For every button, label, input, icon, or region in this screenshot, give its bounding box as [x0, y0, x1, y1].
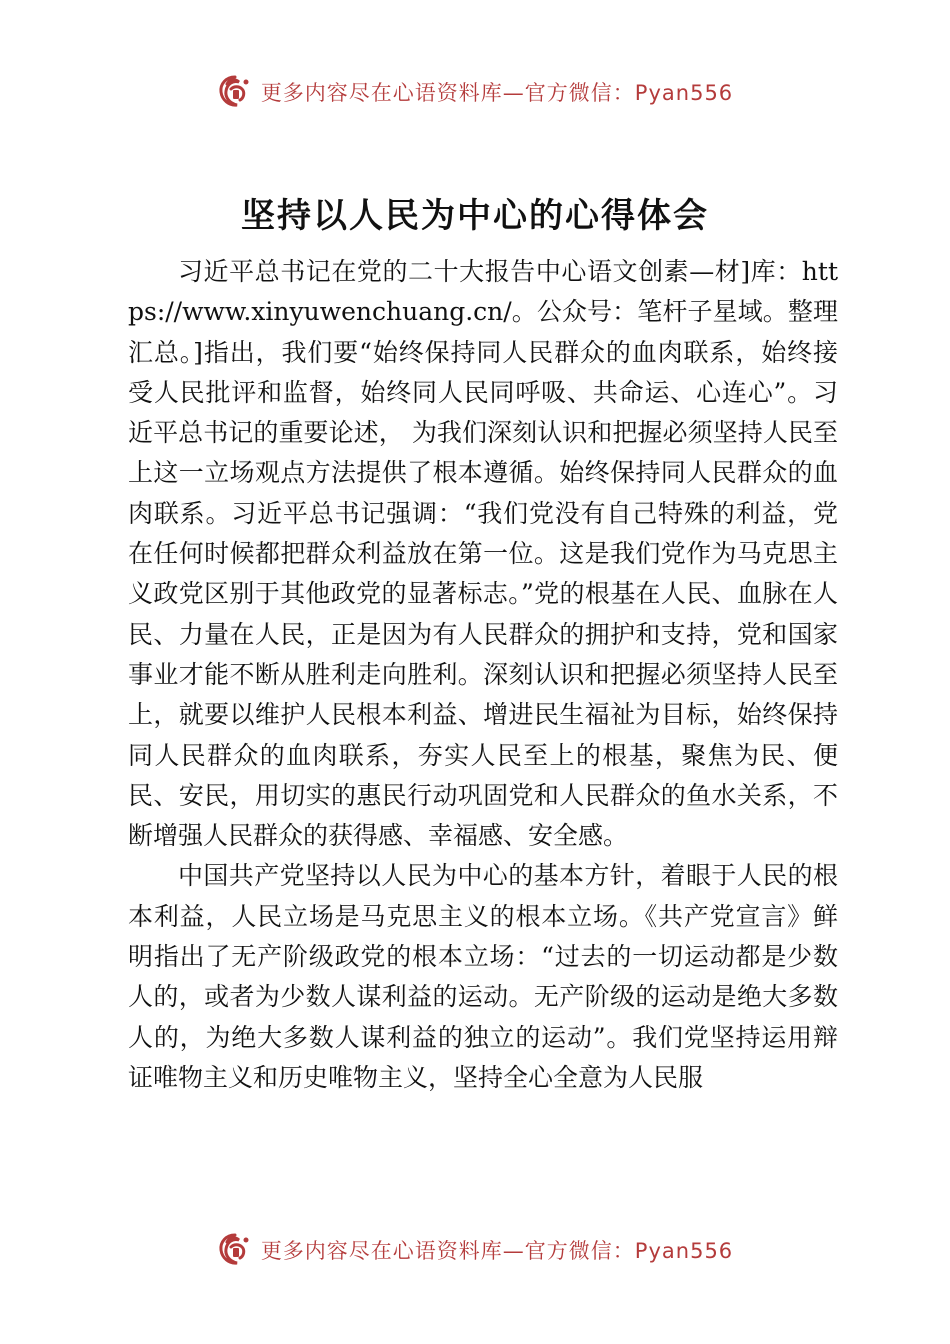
footer-banner	[0, 1230, 950, 1270]
banner-text: 更多内容尽在心语资料库—官方微信：Pyan556	[260, 81, 734, 105]
body-paragraph: 中国共产党坚持以人民为中心的基本方针，着眼于人民的根本利益，人民立场是马克思主义的根本立场。《共产党宣言》鲜明指出了无产阶级政党的根本立场：“过去的一切运动都是少数人的，或者为少数人谋利益的运动。无产阶级的运动是绝大多数人的，为绝大多数人谋利益的独立的运动”。我们党坚持运用辩证唯物主义和历史唯物主义，坚持全心全意为人民服	[128, 861, 838, 1092]
document-body	[128, 252, 838, 1098]
brand-logo-icon	[217, 74, 253, 110]
header-banner	[0, 72, 950, 112]
brand-logo-icon	[217, 1232, 253, 1268]
document-title: 坚持以人民为中心的心得体会	[241, 196, 709, 236]
banner-text: 更多内容尽在心语资料库—官方微信：Pyan556	[260, 1239, 734, 1263]
body-paragraph: 习近平总书记在党的二十大报告中心语文创素—材]库：https://www.xinyuwenchuang.cn/。公众号：笔杆子星域。整理汇总。]指出，我们要“始终保持同人民群众的血肉联系，始终接受人民批评和监督，始终同人民同呼吸、共命运、心连心”。习近平总书记的重要论述， 为我们深刻认识和把握必须坚持人民至上这一立场观点方法提供了根本遵循。始终保持同人民群众的血肉联系。习近平总书记强调：“我们党没有自己特殊的利益，党在任何时候都把群众利益放在第一位。这是我们党作为马克思主义政党区别于其他政党的显著标志。”党的根基在人民、血脉在人民、力量在人民，正是因为有人民群众的拥护和支持，党和国家事业才能不断从胜利走向胜利。深刻认识和把握必须坚持人民至上，就要以维护人民根本利益、增进民生福祉为目标，始终保持同人民群众的血肉联系，夯实人民至上的根基，聚焦为民、便民、安民，用切实的惠民行动巩固党和人民群众的鱼水关系，不断增强人民群众的获得感、幸福感、安全感。	[128, 257, 838, 851]
